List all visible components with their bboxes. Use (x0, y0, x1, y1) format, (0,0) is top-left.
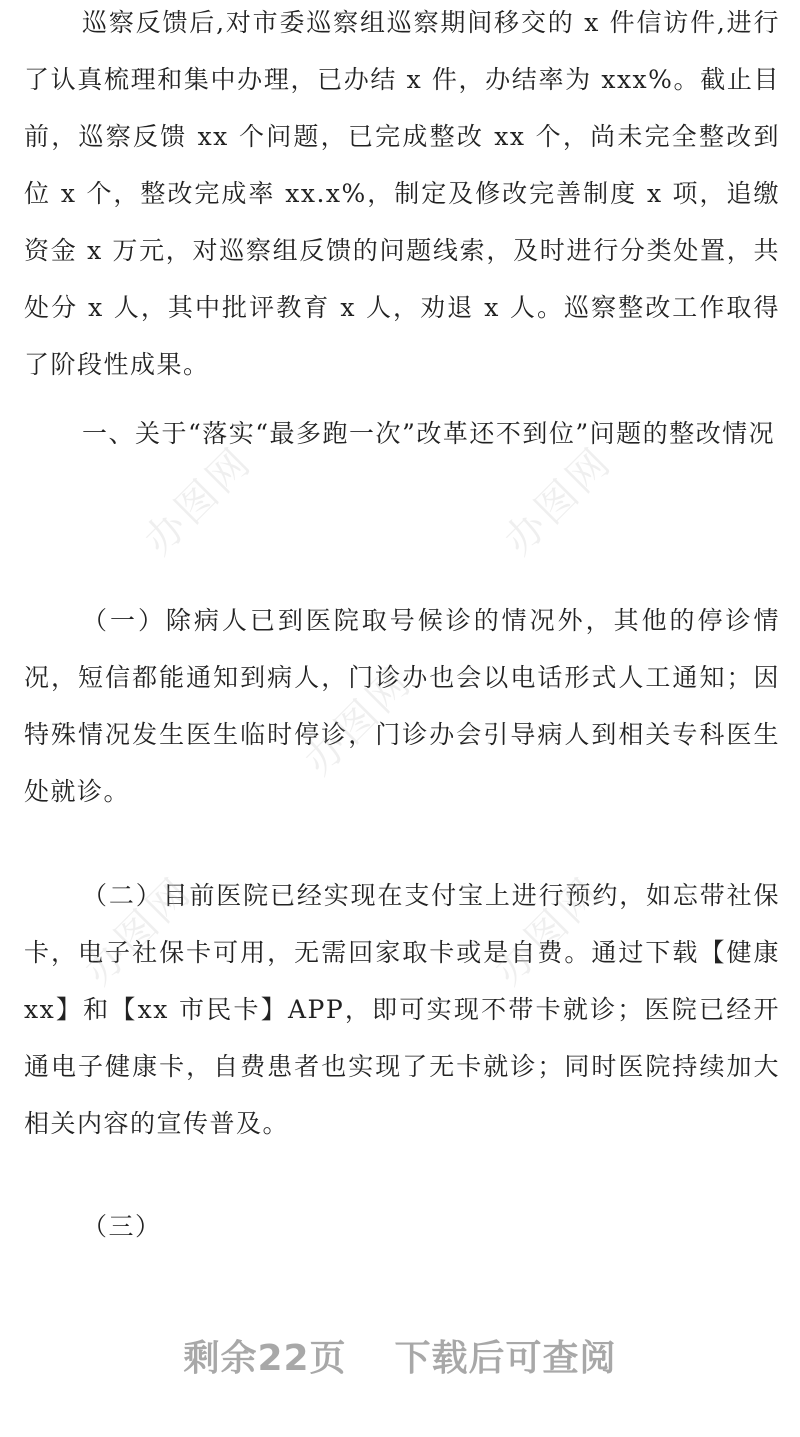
paragraph-item-one: （一）除病人已到医院取号候诊的情况外，其他的停诊情况，短信都能通知到病人，门诊办也会以电话形式人工通知；因特殊情况发生医生临时停诊，门诊办会引导病人到相关专科医生处就诊。 (24, 606, 780, 806)
download-to-view-link[interactable]: 下载后可查阅 (394, 1338, 617, 1379)
watermark: 办图网 (485, 868, 612, 994)
watermark: 办图网 (495, 438, 622, 564)
remaining-pages-label: 剩余22页 (183, 1338, 347, 1379)
section-heading-one: 一、关于“落实“最多跑一次”改革还不到位”问题的整改情况 (82, 419, 776, 448)
watermark: 办图网 (135, 438, 262, 564)
watermark: 办图网 (75, 868, 202, 994)
paragraph-summary: 巡察反馈后,对市委巡察组巡察期间移交的 x 件信访件,进行了认真梳理和集中办理，已办结 x 件，办结率为 xxx%。截止目前，巡察反馈 xx 个问题，已完成整改 xx 个，尚未完全整改到位 x 个，整改完成率 xx.x%，制定及修改完善制度 x 项，追缴资金 x 万元，对巡察组反馈的问题线索，及时进行分类处置，共处分 x 人，其中批评教育 x 人，劝退 x 人。巡察整改工作取得了阶段性成果。 (24, 8, 780, 379)
paragraph-item-three: （三） (82, 1212, 162, 1241)
watermark: 办图网 (295, 658, 422, 784)
paragraph-item-two: （二）目前医院已经实现在支付宝上进行预约，如忘带社保卡，电子社保卡可用，无需回家取卡或是自费。通过下载【健康 xx】和【xx 市民卡】APP，即可实现不带卡就诊；医院已经开通电子健康卡，自费患者也实现了无卡就诊；同时医院持续加大相关内容的宣传普及。 (24, 881, 780, 1138)
download-banner[interactable] (0, 1330, 800, 1381)
